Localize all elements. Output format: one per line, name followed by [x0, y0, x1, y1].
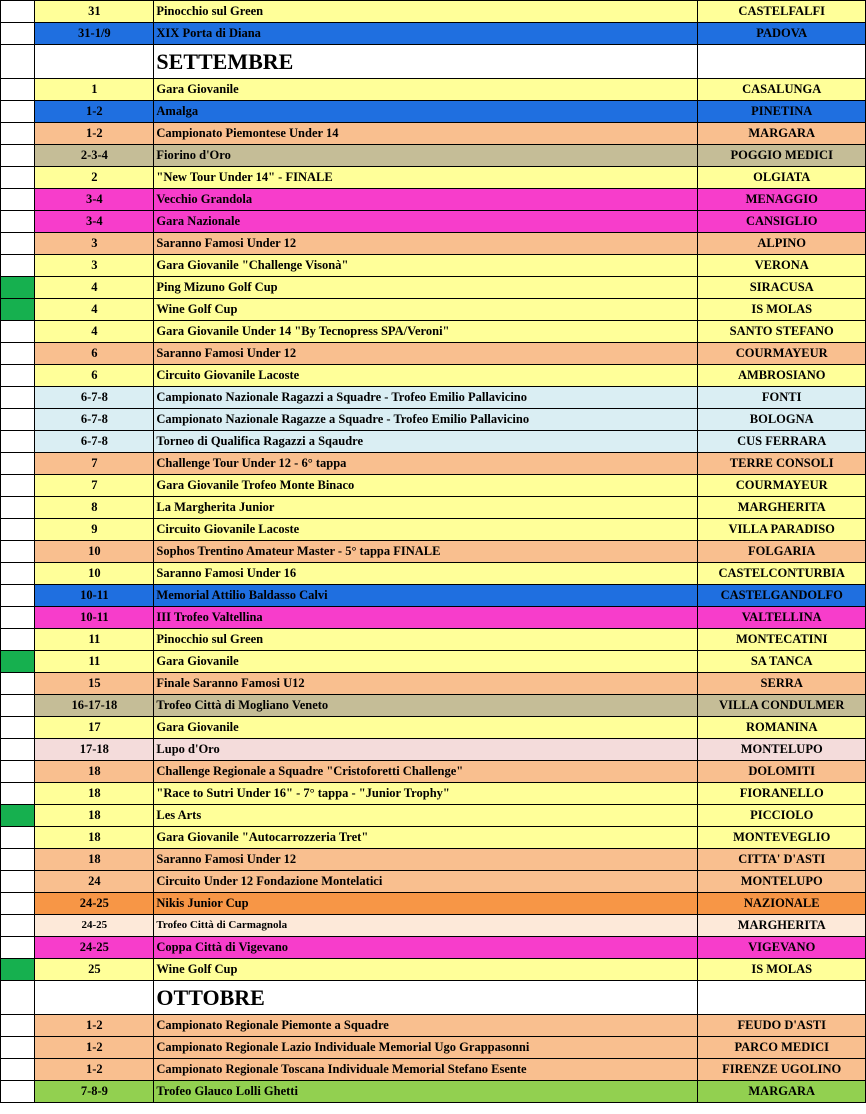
date-cell: 24: [35, 871, 154, 893]
row-marker-cell: [1, 1059, 35, 1081]
date-cell: 1-2: [35, 101, 154, 123]
row-marker-cell: [1, 585, 35, 607]
venue-cell: CASTELGANDOLFO: [698, 585, 866, 607]
date-cell: [35, 981, 154, 1015]
table-row: [1, 123, 866, 145]
table-row: [1, 145, 866, 167]
event-cell: Finale Saranno Famosi U12: [154, 673, 698, 695]
event-cell: Challenge Tour Under 12 - 6° tappa: [154, 453, 698, 475]
date-cell: 7: [35, 475, 154, 497]
row-marker-cell: [1, 695, 35, 717]
row-marker-cell: [1, 827, 35, 849]
event-cell: Amalga: [154, 101, 698, 123]
venue-cell: MONTECATINI: [698, 629, 866, 651]
event-cell: Nikis Junior Cup: [154, 893, 698, 915]
row-marker-cell: [1, 475, 35, 497]
date-cell: 10: [35, 563, 154, 585]
venue-cell: FIORANELLO: [698, 783, 866, 805]
table-row: [1, 915, 866, 937]
row-marker-cell: [1, 717, 35, 739]
table-row: [1, 761, 866, 783]
date-cell: 18: [35, 761, 154, 783]
month-header-row: [1, 981, 866, 1015]
venue-cell: POGGIO MEDICI: [698, 145, 866, 167]
row-marker-cell: [1, 211, 35, 233]
table-row: [1, 255, 866, 277]
row-marker-cell: [1, 1, 35, 23]
event-cell: Wine Golf Cup: [154, 959, 698, 981]
date-cell: 3: [35, 255, 154, 277]
table-row: [1, 607, 866, 629]
row-marker-green: [1, 651, 35, 673]
table-row: [1, 431, 866, 453]
table-row: [1, 475, 866, 497]
date-cell: 24-25: [35, 937, 154, 959]
table-row: [1, 1, 866, 23]
date-cell: 25: [35, 959, 154, 981]
date-cell: [35, 45, 154, 79]
table-row: [1, 365, 866, 387]
table-row: [1, 387, 866, 409]
event-cell: Campionato Regionale Lazio Individuale Memorial Ugo Grappasonni: [154, 1037, 698, 1059]
row-marker-cell: [1, 849, 35, 871]
event-cell: Torneo di Qualifica Ragazzi a Sqaudre: [154, 431, 698, 453]
date-cell: 18: [35, 827, 154, 849]
venue-cell: DOLOMITI: [698, 761, 866, 783]
event-cell: III Trofeo Valtellina: [154, 607, 698, 629]
table-row: [1, 519, 866, 541]
venue-cell: NAZIONALE: [698, 893, 866, 915]
date-cell: 1: [35, 79, 154, 101]
date-cell: 4: [35, 321, 154, 343]
event-cell: Fiorino d'Oro: [154, 145, 698, 167]
row-marker-cell: [1, 233, 35, 255]
table-row: [1, 277, 866, 299]
date-cell: 11: [35, 629, 154, 651]
event-cell: Ping Mizuno Golf Cup: [154, 277, 698, 299]
event-cell: Gara Nazionale: [154, 211, 698, 233]
table-row: [1, 849, 866, 871]
venue-cell: FOLGARIA: [698, 541, 866, 563]
table-row: [1, 1037, 866, 1059]
row-marker-cell: [1, 541, 35, 563]
row-marker-cell: [1, 497, 35, 519]
event-cell: Gara Giovanile: [154, 651, 698, 673]
row-marker-cell: [1, 167, 35, 189]
venue-cell: MONTEVEGLIO: [698, 827, 866, 849]
row-marker-cell: [1, 607, 35, 629]
row-marker-cell: [1, 1037, 35, 1059]
event-cell: Memorial Attilio Baldasso Calvi: [154, 585, 698, 607]
date-cell: 6: [35, 365, 154, 387]
row-marker-cell: [1, 893, 35, 915]
date-cell: 10-11: [35, 607, 154, 629]
venue-cell: PADOVA: [698, 23, 866, 45]
table-row: [1, 453, 866, 475]
event-cell: Gara Giovanile "Challenge Visonà": [154, 255, 698, 277]
calendar-body: [1, 1, 866, 1103]
date-cell: 24-25: [35, 915, 154, 937]
date-cell: 4: [35, 277, 154, 299]
date-cell: 17-18: [35, 739, 154, 761]
row-marker-green: [1, 277, 35, 299]
event-cell: Vecchio Grandola: [154, 189, 698, 211]
date-cell: 17: [35, 717, 154, 739]
row-marker-cell: [1, 123, 35, 145]
venue-cell: MONTELUPO: [698, 871, 866, 893]
date-cell: 18: [35, 849, 154, 871]
event-cell: Les Arts: [154, 805, 698, 827]
row-marker-cell: [1, 387, 35, 409]
date-cell: 18: [35, 783, 154, 805]
venue-cell: ROMANINA: [698, 717, 866, 739]
table-row: [1, 1015, 866, 1037]
event-cell: Gara Giovanile: [154, 79, 698, 101]
table-row: [1, 585, 866, 607]
table-row: [1, 629, 866, 651]
row-marker-cell: [1, 739, 35, 761]
event-cell: Lupo d'Oro: [154, 739, 698, 761]
table-row: [1, 167, 866, 189]
date-cell: 2-3-4: [35, 145, 154, 167]
event-cell: Pinocchio sul Green: [154, 629, 698, 651]
row-marker-cell: [1, 343, 35, 365]
date-cell: 8: [35, 497, 154, 519]
venue-cell: SANTO STEFANO: [698, 321, 866, 343]
table-row: [1, 695, 866, 717]
row-marker-cell: [1, 981, 35, 1015]
table-row: [1, 1059, 866, 1081]
venue-cell: TERRE CONSOLI: [698, 453, 866, 475]
table-row: [1, 79, 866, 101]
event-cell: La Margherita Junior: [154, 497, 698, 519]
date-cell: 10-11: [35, 585, 154, 607]
table-row: [1, 717, 866, 739]
venue-cell: CASTELFALFI: [698, 1, 866, 23]
row-marker-cell: [1, 79, 35, 101]
event-cell: Circuito Under 12 Fondazione Montelatici: [154, 871, 698, 893]
event-cell: "Race to Sutri Under 16" - 7° tappa - "Junior Trophy": [154, 783, 698, 805]
venue-cell: PARCO MEDICI: [698, 1037, 866, 1059]
table-row: [1, 827, 866, 849]
event-cell: "New Tour Under 14" - FINALE: [154, 167, 698, 189]
row-marker-cell: [1, 673, 35, 695]
date-cell: 31: [35, 1, 154, 23]
date-cell: 15: [35, 673, 154, 695]
row-marker-cell: [1, 23, 35, 45]
table-row: [1, 409, 866, 431]
date-cell: 3-4: [35, 211, 154, 233]
venue-cell: COURMAYEUR: [698, 343, 866, 365]
venue-cell: CITTA' D'ASTI: [698, 849, 866, 871]
date-cell: 2: [35, 167, 154, 189]
venue-cell: COURMAYEUR: [698, 475, 866, 497]
event-cell: Campionato Nazionale Ragazzi a Squadre - Trofeo Emilio Pallavicino: [154, 387, 698, 409]
row-marker-cell: [1, 45, 35, 79]
date-cell: 6-7-8: [35, 409, 154, 431]
venue-cell: MONTELUPO: [698, 739, 866, 761]
event-cell: Circuito Giovanile Lacoste: [154, 519, 698, 541]
row-marker-cell: [1, 255, 35, 277]
date-cell: 31-1/9: [35, 23, 154, 45]
event-cell: Circuito Giovanile Lacoste: [154, 365, 698, 387]
venue-cell: IS MOLAS: [698, 299, 866, 321]
venue-cell: MARGHERITA: [698, 915, 866, 937]
venue-cell: VILLA CONDULMER: [698, 695, 866, 717]
venue-cell: MARGARA: [698, 123, 866, 145]
date-cell: 3-4: [35, 189, 154, 211]
table-row: [1, 805, 866, 827]
table-row: [1, 497, 866, 519]
event-cell: Coppa Città di Vigevano: [154, 937, 698, 959]
month-header-row: [1, 45, 866, 79]
date-cell: 16-17-18: [35, 695, 154, 717]
event-cell: Gara Giovanile: [154, 717, 698, 739]
row-marker-cell: [1, 519, 35, 541]
event-cell: Saranno Famosi Under 12: [154, 233, 698, 255]
date-cell: 10: [35, 541, 154, 563]
table-row: [1, 739, 866, 761]
event-cell: Gara Giovanile Trofeo Monte Binaco: [154, 475, 698, 497]
date-cell: 1-2: [35, 1037, 154, 1059]
table-row: [1, 1081, 866, 1103]
table-row: [1, 651, 866, 673]
venue-cell: SA TANCA: [698, 651, 866, 673]
month-title: SETTEMBRE: [154, 45, 698, 79]
event-cell: XIX Porta di Diana: [154, 23, 698, 45]
row-marker-cell: [1, 937, 35, 959]
venue-cell: [698, 45, 866, 79]
venue-cell: BOLOGNA: [698, 409, 866, 431]
date-cell: 6-7-8: [35, 387, 154, 409]
table-row: [1, 893, 866, 915]
venue-cell: CASTELCONTURBIA: [698, 563, 866, 585]
venue-cell: VIGEVANO: [698, 937, 866, 959]
table-row: [1, 673, 866, 695]
date-cell: 4: [35, 299, 154, 321]
venue-cell: [698, 981, 866, 1015]
date-cell: 11: [35, 651, 154, 673]
date-cell: 1-2: [35, 1059, 154, 1081]
date-cell: 18: [35, 805, 154, 827]
row-marker-cell: [1, 871, 35, 893]
venue-cell: FIRENZE UGOLINO: [698, 1059, 866, 1081]
event-cell: Campionato Nazionale Ragazze a Squadre - Trofeo Emilio Pallavicino: [154, 409, 698, 431]
table-row: [1, 101, 866, 123]
venue-cell: PINETINA: [698, 101, 866, 123]
row-marker-cell: [1, 365, 35, 387]
event-cell: Saranno Famosi Under 12: [154, 849, 698, 871]
row-marker-cell: [1, 1015, 35, 1037]
row-marker-cell: [1, 629, 35, 651]
venue-cell: ALPINO: [698, 233, 866, 255]
event-cell: Sophos Trentino Amateur Master - 5° tappa FINALE: [154, 541, 698, 563]
row-marker-green: [1, 805, 35, 827]
row-marker-cell: [1, 409, 35, 431]
event-cell: Gara Giovanile "Autocarrozzeria Tret": [154, 827, 698, 849]
venue-cell: SERRA: [698, 673, 866, 695]
table-row: [1, 959, 866, 981]
table-row: [1, 211, 866, 233]
row-marker-green: [1, 299, 35, 321]
event-cell: Wine Golf Cup: [154, 299, 698, 321]
table-row: [1, 937, 866, 959]
venue-cell: AMBROSIANO: [698, 365, 866, 387]
table-row: [1, 563, 866, 585]
venue-cell: MARGHERITA: [698, 497, 866, 519]
venue-cell: VILLA PARADISO: [698, 519, 866, 541]
venue-cell: VERONA: [698, 255, 866, 277]
row-marker-cell: [1, 915, 35, 937]
event-cell: Campionato Regionale Piemonte a Squadre: [154, 1015, 698, 1037]
table-row: [1, 321, 866, 343]
event-cell: Saranno Famosi Under 12: [154, 343, 698, 365]
row-marker-cell: [1, 145, 35, 167]
venue-cell: OLGIATA: [698, 167, 866, 189]
event-cell: Trofeo Città di Carmagnola: [154, 915, 698, 937]
row-marker-cell: [1, 321, 35, 343]
venue-cell: CASALUNGA: [698, 79, 866, 101]
venue-cell: FONTI: [698, 387, 866, 409]
date-cell: 1-2: [35, 1015, 154, 1037]
date-cell: 7: [35, 453, 154, 475]
row-marker-cell: [1, 189, 35, 211]
venue-cell: IS MOLAS: [698, 959, 866, 981]
venue-cell: CANSIGLIO: [698, 211, 866, 233]
date-cell: 24-25: [35, 893, 154, 915]
table-row: [1, 189, 866, 211]
row-marker-green: [1, 959, 35, 981]
table-row: [1, 871, 866, 893]
event-cell: Saranno Famosi Under 16: [154, 563, 698, 585]
table-row: [1, 233, 866, 255]
row-marker-cell: [1, 783, 35, 805]
event-cell: Pinocchio sul Green: [154, 1, 698, 23]
date-cell: 9: [35, 519, 154, 541]
table-row: [1, 23, 866, 45]
venue-cell: CUS FERRARA: [698, 431, 866, 453]
row-marker-cell: [1, 1081, 35, 1103]
venue-cell: FEUDO D'ASTI: [698, 1015, 866, 1037]
event-cell: Campionato Regionale Toscana Individuale Memorial Stefano Esente: [154, 1059, 698, 1081]
row-marker-cell: [1, 101, 35, 123]
row-marker-cell: [1, 431, 35, 453]
venue-cell: MARGARA: [698, 1081, 866, 1103]
venue-cell: SIRACUSA: [698, 277, 866, 299]
table-row: [1, 783, 866, 805]
event-cell: Challenge Regionale a Squadre "Cristoforetti Challenge": [154, 761, 698, 783]
date-cell: 7-8-9: [35, 1081, 154, 1103]
table-row: [1, 541, 866, 563]
row-marker-cell: [1, 453, 35, 475]
month-title: OTTOBRE: [154, 981, 698, 1015]
date-cell: 6-7-8: [35, 431, 154, 453]
date-cell: 1-2: [35, 123, 154, 145]
event-cell: Gara Giovanile Under 14 "By Tecnopress SPA/Veroni": [154, 321, 698, 343]
row-marker-cell: [1, 563, 35, 585]
venue-cell: VALTELLINA: [698, 607, 866, 629]
row-marker-cell: [1, 761, 35, 783]
venue-cell: MENAGGIO: [698, 189, 866, 211]
date-cell: 3: [35, 233, 154, 255]
event-cell: Trofeo Città di Mogliano Veneto: [154, 695, 698, 717]
table-row: [1, 343, 866, 365]
event-cell: Trofeo Glauco Lolli Ghetti: [154, 1081, 698, 1103]
venue-cell: PICCIOLO: [698, 805, 866, 827]
date-cell: 6: [35, 343, 154, 365]
table-row: [1, 299, 866, 321]
event-cell: Campionato Piemontese Under 14: [154, 123, 698, 145]
